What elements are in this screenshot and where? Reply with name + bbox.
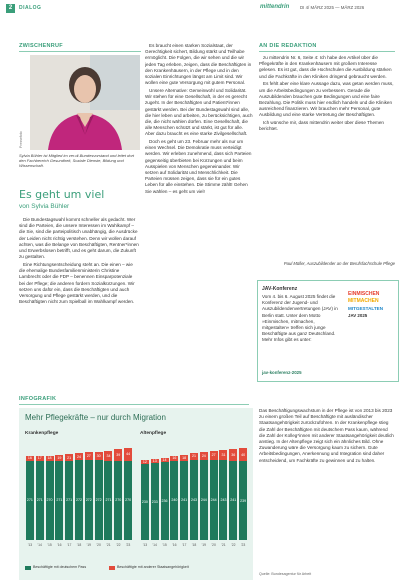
- left-paragraph-2: Eine Richtungsentscheidung steht an. Die einen – wie die ehemalige Bundesfamilienministerin Christine Lambrecht oder die FDP – benennen Einsparpotenziale bei der Pflege; die anderen fordern Sozialkürzungen. Wir setzen uns dafür ein, dass die Beschäftigten und auch Versorgung und Pflege gestärkt werden, und die Beschäftigten nicht zum Spielball im Wahlkampf werden.: [19, 261, 135, 305]
- krankenpflege-label-foreign-2016: 19: [57, 455, 62, 460]
- krankenpflege-label-german-2014: 271: [36, 498, 43, 503]
- altenpflege-label-foreign-2019: 24: [201, 453, 206, 458]
- infographic-source: Quelle: Bundesagentur für Arbeit: [259, 572, 312, 576]
- jav-logo-line-1: EINMISCHEN: [348, 291, 380, 297]
- author-photo: [30, 55, 140, 150]
- letter-signature: Paul Müller, Auszubildender an der Berufsfachschule Pflege: [283, 261, 395, 266]
- jav-box: [257, 280, 399, 382]
- jav-box-title: JAV-Konferenz: [262, 286, 298, 292]
- photo-credit: Pressefoto: [19, 131, 23, 148]
- section-rule-left: [19, 51, 141, 52]
- krankenpflege-xtick-2015: '15: [47, 543, 52, 547]
- krankenpflege-label-foreign-2013: 16: [27, 456, 32, 461]
- section-label-infografik: INFOGRAFIK: [19, 396, 57, 402]
- chart-left: [25, 440, 133, 558]
- jav-box-text: Vom 4. bis 6. August 2025 findet die Konferenz der Jugend- und Auszubildendenvertretungen (JAV) in Berlin statt. Unter dem Motto »Einmischen, mitmachen, mitgestalten« treffen sich junge Beschäftigte aus ganz Deutschland. Mehr Infos gibt es unter:: [262, 294, 338, 343]
- altenpflege-label-foreign-2016: 16: [172, 456, 177, 461]
- krankenpflege-label-german-2019: 272: [85, 498, 92, 503]
- altenpflege-label-german-2022: 241: [230, 498, 237, 503]
- header-brand: mittendrin: [260, 4, 290, 10]
- letter-paragraph-1: zu mittendrin Nr. 6, Seite 4: Ich habe den Artikel über die Pflegekräfte in den Krankenhäusern mit großem Interesse gelesen. Es ist gut, dass die Hochschulen die Ausbildung stärken und die Fachkräfte in den Kliniken dringend gebraucht werden.: [259, 55, 392, 79]
- letter-body: [259, 55, 395, 258]
- altenpflege-label-foreign-2021: 31: [221, 452, 226, 457]
- altenpflege-xtick-2019: '19: [201, 543, 207, 547]
- krankenpflege-label-german-2017: 271: [66, 498, 73, 503]
- krankenpflege-xtick-2016: '16: [57, 543, 62, 547]
- krankenpflege-xtick-2017: '17: [66, 543, 72, 547]
- krankenpflege-label-german-2020: 272: [95, 498, 102, 503]
- chart-right: [140, 440, 248, 558]
- altenpflege-xtick-2022: '22: [231, 543, 236, 547]
- krankenpflege-label-german-2018: 272: [76, 498, 82, 503]
- chart-left-title: Krankenpflege: [25, 431, 59, 436]
- legend-b-swatch: [109, 566, 115, 570]
- page-number: 2: [8, 5, 13, 11]
- krankenpflege-xtick-2018: '18: [76, 543, 82, 547]
- altenpflege-xtick-2018: '18: [191, 543, 197, 547]
- altenpflege-xtick-2016: '16: [172, 543, 177, 547]
- krankenpflege-label-foreign-2017: 21: [67, 455, 72, 460]
- krankenpflege-xtick-2019: '19: [86, 543, 92, 547]
- section-rule-infografik: [19, 404, 249, 405]
- krankenpflege-label-foreign-2015: 18: [47, 456, 52, 461]
- krankenpflege-label-foreign-2020: 30: [96, 453, 101, 458]
- altenpflege-label-foreign-2017: 18: [182, 455, 187, 460]
- left-paragraph-1: Die Bundestagswahl kommt schneller als gedacht. Wer sind die Parteien, die unsere Interessen im Wahlkampf – die Sie, sind die parteipolitisch unabhängig, die Ausdrücke der Leiden nicht richtig verstehen. Denn wir wollen darauf achten, was die Belange von Beschäftigten, Rentner*innen und Erwerbslosen betrifft, und es geht darum, die Zukunft zu gestalten.: [19, 217, 139, 260]
- altenpflege-xtick-2014: '14: [152, 543, 157, 547]
- letter-paragraph-2: Es fehlt aber eine klare Aussage dazu, was getan werden muss, um die Arbeitsbedingungen zu verbessern. Gerade die Auszubildenden brauchen gute Bedingungen und eine faire Bezahlung. Die Politik muss hier endlich handeln und die Kliniken ausreichend finanzieren. Wir brauchen mehr Personal, gute Ausbildung und eine starke Vertretung der Beschäftigten.: [259, 81, 394, 118]
- krankenpflege-xtick-2013: '13: [27, 543, 33, 547]
- krankenpflege-label-german-2016: 271: [56, 498, 63, 503]
- altenpflege-xtick-2013: '13: [142, 543, 148, 547]
- altenpflege-xtick-2020: '20: [211, 543, 216, 547]
- letter-paragraph-3: Ich wünsche mir, dass mittendrin weiter über diese Themen berichtet.: [259, 120, 384, 132]
- krankenpflege-xtick-2022: '22: [116, 543, 121, 547]
- altenpflege-label-foreign-2013: 12: [142, 460, 147, 465]
- krankenpflege-label-german-2015: 270: [46, 498, 53, 503]
- altenpflege-label-german-2023: 239: [240, 498, 247, 503]
- krankenpflege-xtick-2014: '14: [37, 543, 42, 547]
- altenpflege-label-german-2015: 236: [161, 499, 168, 504]
- jav-box-link[interactable]: jav-konferenz-2025: [262, 370, 302, 375]
- jav-logo: [348, 291, 396, 337]
- section-label-redaktion: AN DIE REDAKTION: [259, 43, 317, 49]
- krankenpflege-label-foreign-2021: 34: [106, 453, 111, 458]
- legend-a-label: Beschäftigte mit deutschem Pass: [33, 565, 87, 569]
- altenpflege-label-german-2019: 244: [200, 497, 207, 502]
- header-issue: DI 4/ MÄRZ 2025 — MÄRZ 2026: [300, 5, 365, 10]
- altenpflege-label-foreign-2022: 36: [231, 452, 236, 457]
- infographic-text: Das Beschäftigungswachstum in der Pflege ist von 2013 bis 2023 zu einem großen Teil auf Beschäftigte mit ausländischer Staatsangehörigkeit zurückzuführen. In der Krankenpflege stieg die Zahl der Beschäftigten mit deutschem Pass kaum, während die Zahl der Kolleg*innen mit anderer Staatsangehörigkeit deutlich anstieg. In der Altenpflege zeigt sich ein ähnliches Bild. Ohne Zuwanderung wäre die Versorgung kaum zu sichern. Gute Arbeitsbedingungen, Anerkennung und Integration sind daher entscheidend, um Fachkräfte zu gewinnen und zu halten.: [259, 408, 394, 463]
- krankenpflege-label-german-2013: 271: [26, 498, 33, 503]
- altenpflege-xtick-2023: '23: [240, 543, 246, 547]
- altenpflege-label-german-2017: 241: [181, 498, 188, 503]
- middle-paragraph-3: Doch es geht um 23. Februar mehr als nur um einen Wechsel. Die Demokratie muss verteidigt werden. Wir erleben zunehmend, dass sich Parteien gegenseitig überbieten bei Kürzungen und beim Ausspielen von Menschen gegeneinander. Wir setzen auf Solidarität und Menschlichkeit. Die Parteien müssen zeigen, dass sie für ein gutes Leben für alle einstehen. Die Stimme zählt! Gehen Sie wählen – es geht um viel!: [145, 139, 252, 194]
- article-title: Es geht um viel: [19, 188, 105, 201]
- altenpflege-label-foreign-2014: 13: [152, 459, 157, 464]
- krankenpflege-xtick-2023: '23: [125, 543, 131, 547]
- middle-paragraph-2: Unsere Alternative: Gemeinwohl und Solidarität. Wir stehen für eine Gesellschaft, in der es gerecht zugeht. In der Beschäftigten und Patient*innen gestärkt werden. Bei der Bundestagswahl sind alle, die hier leben und arbeiten, zu berücksichtigen, auch die, die nicht wählen dürfen. Eine Gesellschaft, die alle Menschen schützt und stärkt, ist gut für alle. Aber dazu braucht es eine starke Zivilgesellschaft.: [145, 87, 253, 137]
- krankenpflege-xtick-2021: '21: [106, 543, 111, 547]
- altenpflege-xtick-2015: '15: [162, 543, 167, 547]
- krankenpflege-xtick-2020: '20: [96, 543, 101, 547]
- altenpflege-xtick-2021: '21: [221, 543, 226, 547]
- legend-b-label: Beschäftigte mit anderer Staatsangehörigkeit: [117, 565, 189, 569]
- section-rule-right: [259, 51, 395, 52]
- left-body: [19, 217, 139, 382]
- photo-caption: Sylvia Bühler ist Mitglied im ver.di-Bundesvorstand und leitet dort den Fachbereich Gesundheit, Soziale Dienste, Bildung und Wissenschaft.: [19, 153, 135, 169]
- altenpflege-xtick-2017: '17: [181, 543, 187, 547]
- chart-right-title: Altenpflege: [140, 431, 167, 436]
- altenpflege-label-german-2020: 244: [210, 497, 217, 502]
- krankenpflege-label-foreign-2018: 24: [77, 454, 81, 459]
- page-number-badge: [6, 4, 15, 13]
- krankenpflege-label-foreign-2022: 39: [116, 453, 121, 458]
- krankenpflege-label-german-2021: 271: [105, 498, 112, 503]
- portrait-illustration: [30, 55, 140, 150]
- altenpflege-label-foreign-2020: 27: [211, 453, 216, 458]
- jav-logo-line-2: MITMACHEN: [348, 298, 379, 304]
- section-label-zwischenruf: ZWISCHENRUF: [19, 43, 63, 49]
- middle-paragraph-1: Es braucht einen starken Sozialstaat, der Gerechtigkeit sichert, Bildung stärkt und Teilhabe ermöglicht. Die Folgen, die wir sehen und die wir jeden Tag erleben, zeigen, dass die Beschäftigten in den Krankenhäusern, in der Pflege und in den sozialen Einrichtungen längst am Limit sind. Wir wollen eine gute Versorgung mit gutem Personal.: [145, 43, 252, 86]
- altenpflege-label-foreign-2023: 40: [241, 452, 246, 457]
- krankenpflege-label-foreign-2019: 27: [86, 454, 91, 459]
- header-section: DIALOG: [19, 5, 42, 11]
- krankenpflege-label-foreign-2023: 44: [126, 452, 131, 457]
- krankenpflege-label-foreign-2014: 17: [37, 456, 42, 461]
- altenpflege-label-foreign-2015: 14: [162, 457, 167, 462]
- altenpflege-label-foreign-2018: 21: [192, 454, 196, 459]
- infographic-title: Mehr Pflegekräfte – nur durch Migration: [25, 413, 166, 422]
- altenpflege-label-german-2013: 230: [141, 500, 148, 505]
- legend-a-swatch: [25, 566, 31, 570]
- altenpflege-label-german-2018: 243: [191, 497, 197, 502]
- krankenpflege-label-german-2022: 270: [115, 498, 122, 503]
- altenpflege-label-german-2014: 233: [151, 499, 158, 504]
- infographic-panel: [19, 408, 253, 580]
- altenpflege-label-german-2016: 240: [171, 498, 178, 503]
- krankenpflege-label-german-2023: 270: [125, 498, 132, 503]
- article-byline: von Sylvia Bühler: [19, 203, 70, 210]
- altenpflege-label-german-2021: 243: [220, 497, 227, 502]
- jav-logo-sub: JAV 2025: [348, 313, 368, 318]
- middle-body: [145, 43, 253, 381]
- jav-logo-line-3: MITGESTALTEN: [348, 306, 384, 311]
